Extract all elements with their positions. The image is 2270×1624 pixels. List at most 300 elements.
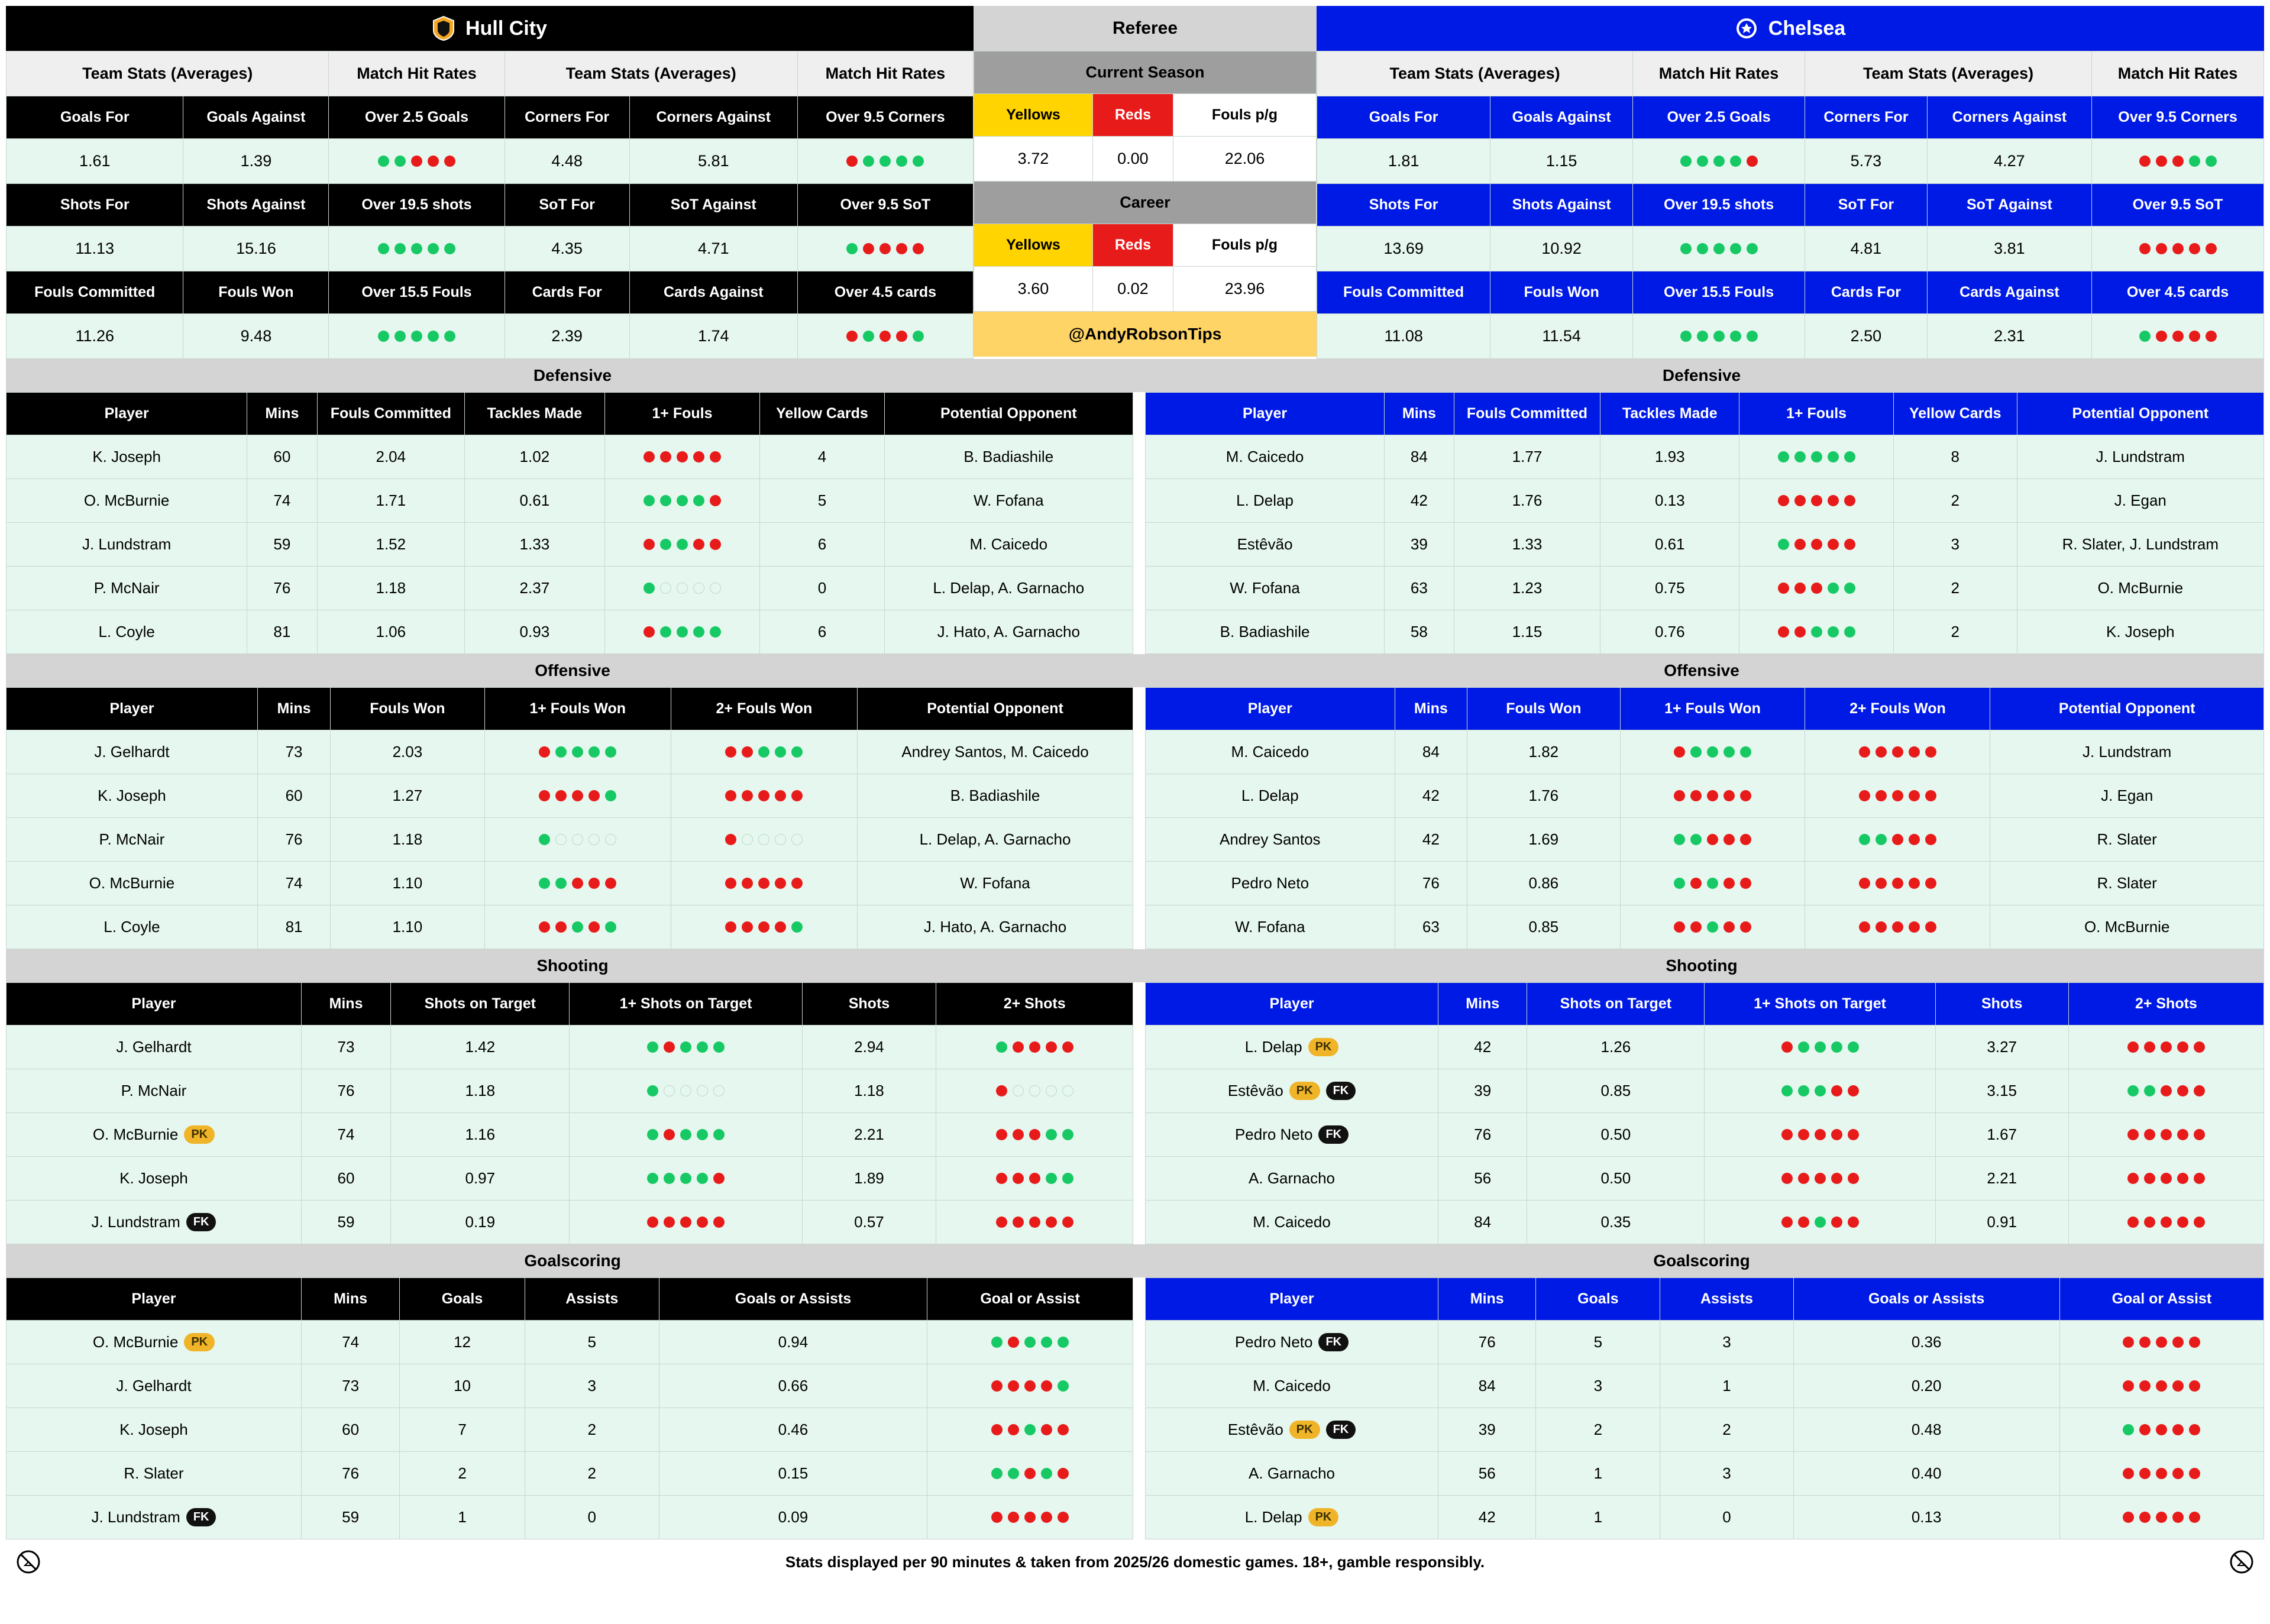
hit-rate-dots <box>1806 921 1989 933</box>
column-header: 1+ Fouls <box>604 393 760 435</box>
table-gap <box>1133 982 1145 1244</box>
hit-rate-dot <box>2156 243 2167 254</box>
cell-fouls: 1.18 <box>317 567 465 610</box>
hit-rate-dot <box>1747 331 1758 342</box>
cell-opponent: O. McBurnie <box>2017 567 2263 610</box>
cell-yellow: 0 <box>760 567 884 610</box>
hit-rate-dot <box>605 746 616 758</box>
cell-mins: 84 <box>1395 730 1467 774</box>
label-sot-against-away: SoT Against <box>1927 184 2091 227</box>
hit-rate-dot <box>1892 921 1903 933</box>
hit-rate-dot <box>2189 243 2200 254</box>
table-row <box>7 523 1133 567</box>
cell-mins: 84 <box>1385 435 1454 479</box>
column-header: Player <box>7 983 302 1025</box>
table-row <box>7 1364 1133 1408</box>
hit-rate-dot <box>664 1173 675 1184</box>
column-header: Player <box>1145 393 1384 435</box>
hit-rate-dot <box>1013 1217 1024 1228</box>
hit-rate-dot <box>775 746 786 758</box>
cell-mins: 56 <box>1438 1452 1536 1496</box>
label-over-9-5-corners: Over 9.5 Corners <box>797 96 973 139</box>
hit-rate-dots <box>1621 921 1805 933</box>
table-header-row <box>7 393 1133 435</box>
cell-assists: 3 <box>1660 1452 1793 1496</box>
hit-rate-dot <box>1058 1380 1069 1392</box>
referee-career-labels <box>974 224 1317 267</box>
badge-pk: PK <box>1308 1508 1339 1526</box>
cell-shots: 1.89 <box>802 1157 936 1201</box>
column-header: 1+ Fouls Won <box>484 688 671 730</box>
label-fouls-won-away: Fouls Won <box>1490 271 1633 314</box>
hit-rate-dot <box>863 156 874 167</box>
cell-opponent: J. Lundstram <box>2017 435 2263 479</box>
column-header: Potential Opponent <box>884 393 1133 435</box>
hit-rate-dot <box>713 1173 725 1184</box>
hit-rate-dots <box>1621 834 1805 845</box>
away-team-title <box>1317 6 2264 51</box>
hit-rate-dot <box>2161 1041 2172 1053</box>
hit-rate-dot <box>710 626 721 638</box>
home-goalscoring-table <box>6 1277 1133 1539</box>
table-row <box>7 1201 1133 1244</box>
dots-over-4-5-cards <box>797 314 973 359</box>
hit-rate-dot <box>2127 1217 2139 1228</box>
cell-opponent: K. Joseph <box>2017 610 2263 654</box>
hit-rate-dot <box>647 1173 658 1184</box>
column-header: Potential Opponent <box>858 688 1133 730</box>
column-header: Potential Opponent <box>2017 393 2263 435</box>
hit-rate-dot <box>1811 583 1822 594</box>
hit-rate-dot <box>710 539 721 550</box>
cell-fouls: 2.04 <box>317 435 465 479</box>
hit-rate-dot <box>2156 1512 2167 1523</box>
cell-mins: 59 <box>247 523 317 567</box>
hit-rate-dot <box>680 1173 691 1184</box>
hit-rate-dots <box>2093 156 2263 167</box>
column-header: Fouls Committed <box>1454 393 1600 435</box>
hit-rate-dot <box>1925 921 1936 933</box>
hit-rate-dot <box>1674 921 1685 933</box>
hit-rate-dot <box>2144 1217 2155 1228</box>
hit-rate-dot <box>2206 243 2217 254</box>
cell-d2 <box>936 1113 1133 1157</box>
hit-rate-dot <box>1730 243 1741 254</box>
label-referee-fouls-career: Fouls p/g <box>1173 224 1316 267</box>
cell-tackles: 1.33 <box>465 523 604 567</box>
value-fouls-committed: 11.26 <box>7 314 183 359</box>
cell-mins: 59 <box>301 1201 390 1244</box>
label-corners-for-away: Corners For <box>1805 96 1928 139</box>
hit-rate-dot <box>742 834 753 845</box>
value-shots-against: 15.16 <box>183 227 329 271</box>
hit-rate-dot <box>1690 790 1702 801</box>
table-row <box>1145 1069 2263 1113</box>
hit-rate-dot <box>2177 1173 2188 1184</box>
hit-rate-dot <box>1778 495 1789 506</box>
table-row <box>7 1069 1133 1113</box>
hit-rate-dot <box>1781 1085 1793 1096</box>
hit-rate-dot <box>644 583 655 594</box>
table-row <box>7 435 1133 479</box>
hit-rate-dot <box>588 921 600 933</box>
cell-player <box>1145 1408 1438 1452</box>
hit-rate-dot <box>647 1217 658 1228</box>
hit-rate-dot <box>693 626 704 638</box>
cell-fouls: 1.77 <box>1454 435 1600 479</box>
cell-assists: 0 <box>525 1496 659 1539</box>
hit-rate-dot <box>680 1217 691 1228</box>
player-name: M. Caicedo <box>1231 743 1309 761</box>
column-header: Goals or Assists <box>659 1278 927 1321</box>
cell-mins: 74 <box>301 1321 399 1364</box>
player-name: A. Garnacho <box>1249 1169 1336 1187</box>
hit-rate-dot <box>758 790 769 801</box>
hit-rate-dots <box>1621 790 1805 801</box>
player-name: L. Coyle <box>104 918 160 936</box>
hit-rate-dot <box>2123 1337 2134 1348</box>
away-offensive-table <box>1145 687 2264 949</box>
hit-rate-dot <box>2139 1512 2151 1523</box>
cell-player <box>1145 479 1384 523</box>
column-header: Player <box>1145 688 1395 730</box>
cell-d1 <box>484 862 671 905</box>
column-header: Player <box>1145 983 1438 1025</box>
cell-sot: 1.18 <box>391 1069 570 1113</box>
hit-rate-dot <box>2189 1337 2200 1348</box>
value-corners-against-away: 4.27 <box>1927 139 2091 184</box>
player-name: M. Caicedo <box>1253 1377 1331 1395</box>
value-goals-against: 1.39 <box>183 139 329 184</box>
label-referee-reds-season: Reds <box>1092 94 1173 137</box>
away-team-stats-table <box>1317 51 2264 359</box>
column-header: Tackles Made <box>465 393 604 435</box>
hit-rate-dot <box>1046 1041 1057 1053</box>
hit-rate-dot <box>1013 1085 1024 1096</box>
cell-tackles: 0.61 <box>465 479 604 523</box>
referee-career-values <box>974 267 1317 312</box>
hit-rate-dot <box>996 1041 1007 1053</box>
column-header: Goals <box>400 1278 525 1321</box>
hit-rate-dot <box>758 878 769 889</box>
column-header: 1+ Fouls Won <box>1620 688 1805 730</box>
away-goalscoring-band: Goalscoring <box>1139 1244 2264 1277</box>
table-header-row <box>1145 983 2263 1025</box>
player-name: Pedro Neto FK <box>1235 1125 1349 1144</box>
hit-rate-dot <box>846 331 858 342</box>
cell-goals_or_assists: 0.94 <box>659 1321 927 1364</box>
hit-rate-dot <box>1024 1380 1036 1392</box>
hit-rate-dot <box>644 539 655 550</box>
hit-rate-dot <box>555 878 567 889</box>
cell-opponent: J. Egan <box>2017 479 2263 523</box>
cell-assists: 0 <box>1660 1496 1793 1539</box>
hit-rate-dots <box>329 243 503 254</box>
table-header-row <box>1145 688 2263 730</box>
label-over-19-5-shots: Over 19.5 shots <box>329 184 505 227</box>
hit-rate-dot <box>1859 834 1870 845</box>
cell-d1 <box>484 905 671 949</box>
hit-rate-dot <box>693 539 704 550</box>
cell-mins: 42 <box>1385 479 1454 523</box>
hit-rate-dot <box>713 1085 725 1096</box>
hit-rate-dot <box>394 331 406 342</box>
table-row <box>7 1113 1133 1157</box>
label-over-2-5-goals: Over 2.5 Goals <box>329 96 505 139</box>
table-row <box>7 1321 1133 1364</box>
hit-rate-dots <box>2093 331 2263 342</box>
cell-sot: 0.85 <box>1527 1069 1705 1113</box>
hit-rate-dots <box>486 790 670 801</box>
table-row <box>1145 1157 2263 1201</box>
hit-rate-dot <box>1781 1129 1793 1140</box>
hit-rate-dot <box>1029 1085 1040 1096</box>
home-header-hit-rates-2: Match Hit Rates <box>797 51 973 96</box>
away-header-team-stats-1: Team Stats (Averages) <box>1317 51 1633 96</box>
label-corners-against: Corners Against <box>629 96 797 139</box>
hit-rate-dot <box>1859 921 1870 933</box>
table-header-row <box>7 983 1133 1025</box>
label-over-4-5-cards: Over 4.5 cards <box>797 271 973 314</box>
hit-rate-dot <box>660 583 671 594</box>
hit-rate-dot <box>1029 1129 1040 1140</box>
dots-over-9-5-sot-away <box>2092 227 2264 271</box>
hit-rate-dot <box>539 878 550 889</box>
hit-rate-dot <box>647 1129 658 1140</box>
player-name: Pedro Neto <box>1231 874 1309 892</box>
hit-rate-dots <box>570 1217 801 1228</box>
player-name: W. Fofana <box>1235 918 1305 936</box>
hit-rate-dot <box>1909 921 1920 933</box>
hit-rate-dot <box>555 921 567 933</box>
cell-player <box>1145 862 1395 905</box>
hit-rate-dot <box>677 626 688 638</box>
cell-goals_or_assists: 0.15 <box>659 1452 927 1496</box>
hit-rate-dot <box>1013 1129 1024 1140</box>
away-row1-labels <box>1317 96 2264 139</box>
column-header: Mins <box>257 688 330 730</box>
hit-rate-dot <box>2172 1468 2184 1479</box>
label-cards-for: Cards For <box>505 271 629 314</box>
cell-d2 <box>936 1157 1133 1201</box>
value-cards-against-away: 2.31 <box>1927 314 2091 359</box>
hit-rate-dots <box>1634 243 1804 254</box>
player-name: Pedro Neto FK <box>1235 1333 1349 1351</box>
hit-rate-dot <box>1892 790 1903 801</box>
hit-rate-dots <box>606 495 759 506</box>
cell-mins: 56 <box>1438 1157 1527 1201</box>
hit-rate-dot <box>572 746 583 758</box>
label-over-9-5-sot: Over 9.5 SoT <box>797 184 973 227</box>
hit-rate-dot <box>677 451 688 462</box>
hit-rate-dot <box>1008 1424 1019 1435</box>
hit-rate-dot <box>846 156 858 167</box>
hit-rate-dot <box>1046 1173 1057 1184</box>
hit-rate-dot <box>1844 626 1855 638</box>
cell-opponent: M. Caicedo <box>884 523 1133 567</box>
table-row <box>1145 435 2263 479</box>
hit-rate-dot <box>1876 746 1887 758</box>
cell-fouls_won: 0.86 <box>1467 862 1620 905</box>
referee-current-season-band: Current Season <box>974 51 1317 94</box>
hit-rate-dot <box>2161 1129 2172 1140</box>
value-referee-yellows-career: 3.60 <box>974 267 1093 312</box>
hit-rate-dot <box>411 156 422 167</box>
hit-rate-dot <box>1892 746 1903 758</box>
player-name: Estêvão PK FK <box>1228 1082 1356 1100</box>
hit-rate-dot <box>879 243 891 254</box>
cell-mins: 84 <box>1438 1201 1527 1244</box>
shooting-band-row <box>6 949 2264 982</box>
hit-rate-dot <box>742 921 753 933</box>
hit-rate-dot <box>996 1085 1007 1096</box>
cell-player <box>7 730 258 774</box>
label-fouls-committed-away: Fouls Committed <box>1317 271 1490 314</box>
hit-rate-dots <box>570 1129 801 1140</box>
hit-rate-dot <box>697 1173 708 1184</box>
cell-assists: 5 <box>525 1321 659 1364</box>
hit-rate-dot <box>1024 1424 1036 1435</box>
cell-mins: 39 <box>1385 523 1454 567</box>
hit-rate-dots <box>798 156 972 167</box>
cell-player <box>1145 1157 1438 1201</box>
column-header: Mins <box>247 393 317 435</box>
cell-d2 <box>2068 1157 2263 1201</box>
badge-pk: PK <box>1289 1082 1320 1100</box>
player-name: K. Joseph <box>119 1169 188 1187</box>
cell-d1 <box>1620 818 1805 862</box>
hit-rate-dot <box>775 790 786 801</box>
cell-player <box>1145 1452 1438 1496</box>
cell-goals_or_assists: 0.20 <box>1793 1364 2059 1408</box>
player-name: O. McBurnie PK <box>93 1333 215 1351</box>
hit-rate-dot <box>644 626 655 638</box>
label-fouls-committed: Fouls Committed <box>7 271 183 314</box>
cell-goals: 12 <box>400 1321 525 1364</box>
hit-rate-dot <box>896 156 907 167</box>
hit-rate-dots <box>570 1085 801 1096</box>
home-row2-labels <box>7 184 974 227</box>
value-referee-fouls-career: 23.96 <box>1173 267 1316 312</box>
value-cards-for: 2.39 <box>505 314 629 359</box>
hit-rate-dots <box>1806 746 1989 758</box>
hit-rate-dot <box>1798 1129 1809 1140</box>
cell-sot: 1.42 <box>391 1025 570 1069</box>
column-header: Mins <box>1438 983 1527 1025</box>
chelsea-crest-icon <box>1735 16 1758 41</box>
hit-rate-dots <box>937 1129 1132 1140</box>
table-row <box>1145 1201 2263 1244</box>
table-gap <box>1133 687 1145 949</box>
table-row <box>1145 1364 2263 1408</box>
cell-dots <box>927 1496 1133 1539</box>
hit-rate-dot <box>1848 1173 1859 1184</box>
hit-rate-dot <box>1707 878 1718 889</box>
cell-mins: 42 <box>1395 774 1467 818</box>
hit-rate-dot <box>2172 1424 2184 1435</box>
label-goals-for: Goals For <box>7 96 183 139</box>
home-team-stats-table <box>6 51 974 359</box>
hit-rate-dot <box>1008 1337 1019 1348</box>
hit-rate-dots <box>672 790 856 801</box>
badge-fk: FK <box>186 1508 216 1526</box>
value-cards-against: 1.74 <box>629 314 797 359</box>
hit-rate-dot <box>1058 1337 1069 1348</box>
cell-goals: 1 <box>1536 1496 1660 1539</box>
home-team-name: Hull City <box>465 17 547 40</box>
gamble-aware-icon-left <box>17 1550 40 1574</box>
hit-rate-dot <box>2172 156 2184 167</box>
hit-rate-dot <box>913 331 924 342</box>
hit-rate-dot <box>742 746 753 758</box>
hit-rate-dot <box>1041 1424 1052 1435</box>
hit-rate-dot <box>791 921 803 933</box>
cell-player <box>7 774 258 818</box>
referee-season-labels <box>974 94 1317 137</box>
hit-rate-dot <box>1831 1173 1842 1184</box>
cell-goals_or_assists: 0.13 <box>1793 1496 2059 1539</box>
cell-d1 <box>570 1201 802 1244</box>
home-header-team-stats-2: Team Stats (Averages) <box>505 51 797 96</box>
badge-fk: FK <box>186 1213 216 1231</box>
cell-d2 <box>2068 1201 2263 1244</box>
hit-rate-dot <box>1859 878 1870 889</box>
away-header-hit-rates-2: Match Hit Rates <box>2092 51 2264 96</box>
hit-rate-dot <box>644 495 655 506</box>
away-shooting-band: Shooting <box>1139 949 2264 982</box>
player-name: J. Lundstram FK <box>91 1508 216 1526</box>
label-over-4-5-cards-away: Over 4.5 cards <box>2092 271 2264 314</box>
hit-rate-dot <box>697 1041 708 1053</box>
column-header: Shots on Target <box>1527 983 1705 1025</box>
player-name: J. Gelhardt <box>116 1038 192 1056</box>
cell-d2 <box>2068 1113 2263 1157</box>
table-header-row <box>7 688 1133 730</box>
hit-rate-dot <box>996 1217 1007 1228</box>
hit-rate-dots <box>2061 1512 2263 1523</box>
player-name: P. McNair <box>99 830 165 848</box>
label-over-15-5-fouls: Over 15.5 Fouls <box>329 271 505 314</box>
cell-tackles: 0.61 <box>1600 523 1739 567</box>
player-name: K. Joseph <box>98 787 166 804</box>
hit-rate-dot <box>1794 626 1806 638</box>
social-handle[interactable]: @AndyRobsonTips <box>974 312 1317 357</box>
cell-dots <box>1739 435 1894 479</box>
player-name: P. McNair <box>121 1082 187 1099</box>
column-header: 2+ Shots <box>936 983 1133 1025</box>
table-row <box>1145 1452 2263 1496</box>
cell-d1 <box>1705 1201 1935 1244</box>
hit-rate-dot <box>1811 451 1822 462</box>
hit-rate-dot <box>775 921 786 933</box>
hit-rate-dot <box>660 626 671 638</box>
player-name: M. Caicedo <box>1253 1213 1331 1231</box>
cell-player <box>7 1364 302 1408</box>
hit-rate-dot <box>588 878 600 889</box>
hit-rate-dots <box>2069 1217 2263 1228</box>
hit-rate-dot <box>1798 1041 1809 1053</box>
hit-rate-dot <box>2139 1424 2151 1435</box>
column-header: Tackles Made <box>1600 393 1739 435</box>
cell-dots <box>927 1364 1133 1408</box>
cell-mins: 42 <box>1395 818 1467 862</box>
hit-rate-dot <box>1674 790 1685 801</box>
cell-player <box>7 1157 302 1201</box>
hit-rate-dot <box>1062 1041 1073 1053</box>
column-header: 1+ Shots on Target <box>570 983 802 1025</box>
hit-rate-dots <box>570 1173 801 1184</box>
table-row <box>7 1496 1133 1539</box>
